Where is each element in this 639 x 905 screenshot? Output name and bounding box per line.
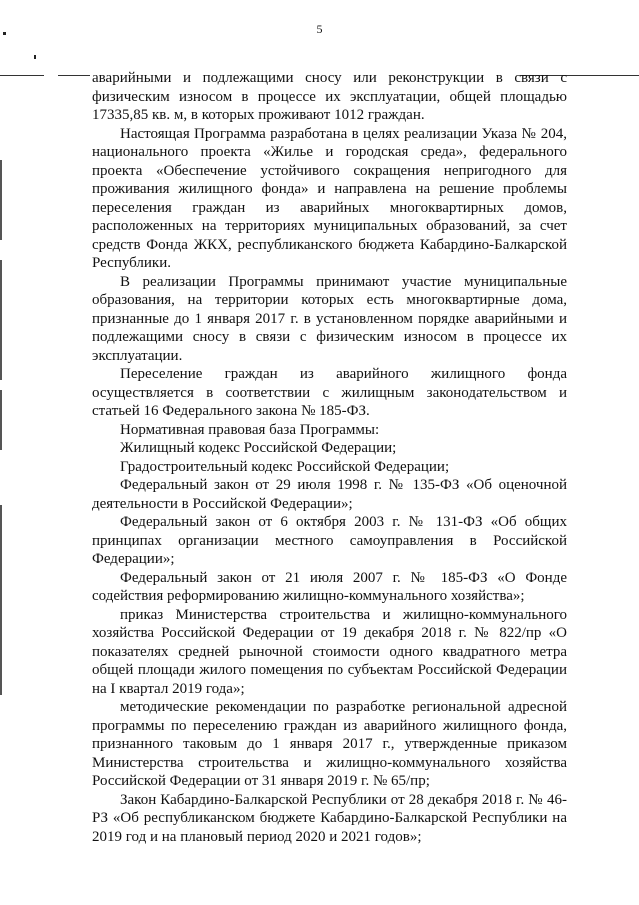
document-body (92, 69, 567, 846)
scan-edge-artifact (0, 160, 2, 240)
paragraph: Федеральный закон от 21 июля 2007 г. № 185-ФЗ «О Фонде содействия реформированию жилищно-коммунального хозяйства»; (92, 569, 567, 604)
paragraph: приказ Министерства строительства и жилищно-коммунального хозяйства Российской Федерации от 19 декабря 2018 г. № 822/пр «О показателях средней рыночной стоимости одного квадратного метра общей площади жилого помещения по субъектам Российской Федерации на I квартал 2019 года»; (92, 606, 567, 697)
scan-speck (3, 32, 6, 35)
scan-edge-artifact (0, 260, 2, 380)
paragraph: Настоящая Программа разработана в целях реализации Указа № 204, национального проекта «Жилье и городская среда», федерального проекта «Обеспечение устойчивого сокращения непригодного для проживания жилищного фонда» и направлена на решение проблемы переселения граждан из аварийных многоквартирных домов, расположенных на территориях муниципальных образований, за счет средств Фонда ЖКХ, республиканского бюджета Кабардино-Балкарской Республики. (92, 125, 567, 271)
paragraph: Жилищный кодекс Российской Федерации; (120, 440, 397, 456)
paragraph: Федеральный закон от 6 октября 2003 г. № 131-ФЗ «Об общих принципах организации местного самоуправления в Российской Федерации»; (92, 514, 567, 567)
paragraph: методические рекомендации по разработке региональной адресной программы по переселению граждан из аварийного жилищного фонда, признанного таковым до 1 января 2017 г., утвержденные приказом Министерства строительства и жилищно-коммунального хозяйства Российской Федерации от 31 января 2019 г. № 65/пр; (92, 699, 567, 789)
scan-speck (34, 55, 36, 59)
paragraph: Градостроительный кодекс Российской Федерации; (120, 458, 450, 475)
page-number: 5 (316, 22, 323, 36)
scan-line-artifact (0, 75, 44, 76)
paragraph: Нормативная правовая база Программы: (120, 421, 380, 438)
paragraph: Федеральный закон от 29 июля 1998 г. № 135-ФЗ «Об оценочной деятельности в Российской Федерации»; (92, 477, 567, 512)
scan-line-artifact (58, 75, 90, 76)
paragraph: В реализации Программы принимают участие муниципальные образования, на территории которых есть многоквартирные дома, признанные до 1 января 2017 г. в установленном порядке аварийными и подлежащими сносу в связи с физическим износом в процессе их эксплуатации. (92, 273, 567, 364)
paragraph: аварийными и подлежащими сносу или реконструкции в связи с физическим износом в процессе их эксплуатации, общей площадью 17335,85 кв. м, в которых проживают 1012 граждан. (92, 70, 567, 123)
paragraph: Закон Кабардино-Балкарской Республики от 28 декабря 2018 г. № 46-РЗ «Об республиканском бюджете Кабардино-Балкарской Республики на 2019 год и на плановый период 2020 и 2021 годов»; (92, 791, 567, 845)
scan-edge-artifact (0, 390, 2, 450)
paragraph: Переселение граждан из аварийного жилищного фонда осуществляется в соответствии с жилищным законодательством и статьей 16 Федерального закона № 185-ФЗ. (92, 366, 567, 419)
scan-edge-artifact (0, 505, 2, 695)
